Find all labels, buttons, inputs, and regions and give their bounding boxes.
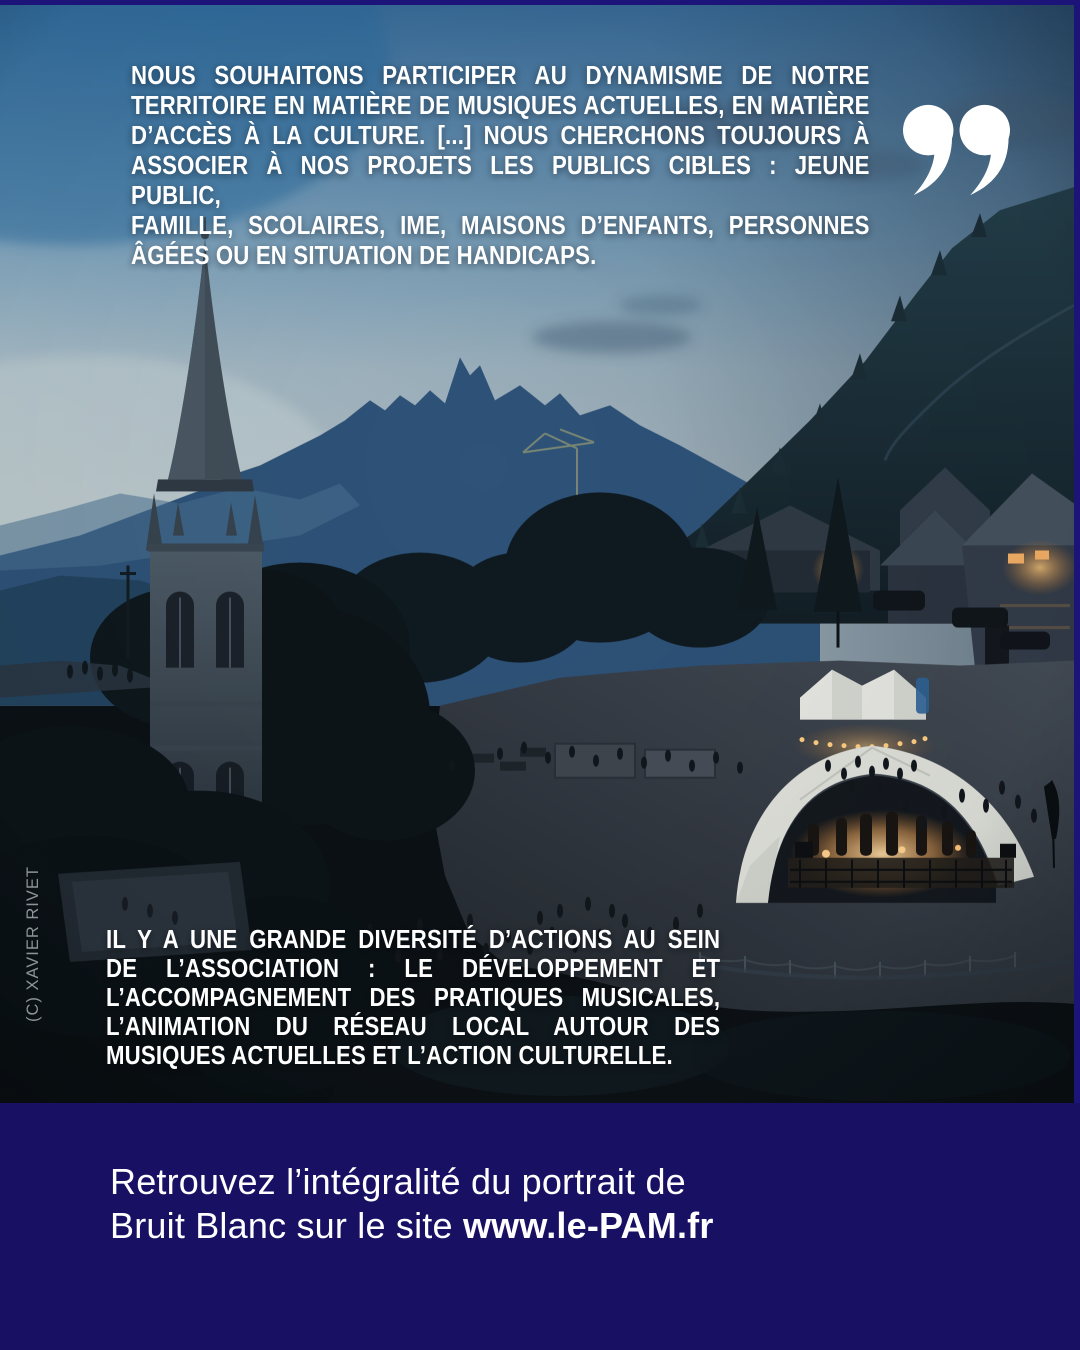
quote-line: D’ACCÈS À LA CULTURE. [...] NOUS CHERCHONS TOUJOURS À: [131, 122, 870, 150]
closing-quote-icon: [903, 104, 1010, 196]
quote-line: ÂGÉES OU EN SITUATION DE HANDICAPS.: [131, 242, 597, 270]
footer-line1: Retrouvez l’intégralité du portrait de: [110, 1161, 686, 1202]
footer-line2: Bruit Blanc sur le site: [110, 1205, 463, 1246]
frame-border-right: [1074, 0, 1080, 1103]
quote-line: NOUS SOUHAITONS PARTICIPER AU DYNAMISME DE NOTRE: [131, 62, 870, 90]
quote-line: ASSOCIER À NOS PROJETS LES PUBLICS CIBLES : JEUNE PUBLIC,: [131, 152, 870, 210]
footer-text: [110, 1160, 714, 1248]
quote-top-text: [131, 61, 870, 271]
photo-background: [0, 5, 1074, 1103]
quote-line: IL Y A UNE GRANDE DIVERSITÉ D’ACTIONS AU SEIN: [106, 926, 721, 954]
frame-border-top: [0, 0, 1080, 5]
quote-line: DE L’ASSOCIATION : LE DÉVELOPPEMENT ET: [106, 955, 721, 983]
footer-band: [0, 1103, 1080, 1350]
quote-line: TERRITOIRE EN MATIÈRE DE MUSIQUES ACTUELLES, EN MATIÈRE: [131, 92, 870, 120]
quote-line: MUSIQUES ACTUELLES ET L’ACTION CULTURELLE.: [106, 1042, 673, 1070]
photo-credit: (C) XAVIER RIVET: [24, 866, 42, 1022]
quote-line: FAMILLE, SCOLAIRES, IME, MAISONS D’ENFANTS, PERSONNES: [131, 212, 870, 240]
quote-line: L’ANIMATION DU RÉSEAU LOCAL AUTOUR DES: [106, 1013, 721, 1041]
footer-url: www.le-PAM.fr: [462, 1205, 714, 1246]
quote-mid-text: [106, 926, 720, 1071]
quote-line: L’ACCOMPAGNEMENT DES PRATIQUES MUSICALES,: [106, 984, 721, 1012]
